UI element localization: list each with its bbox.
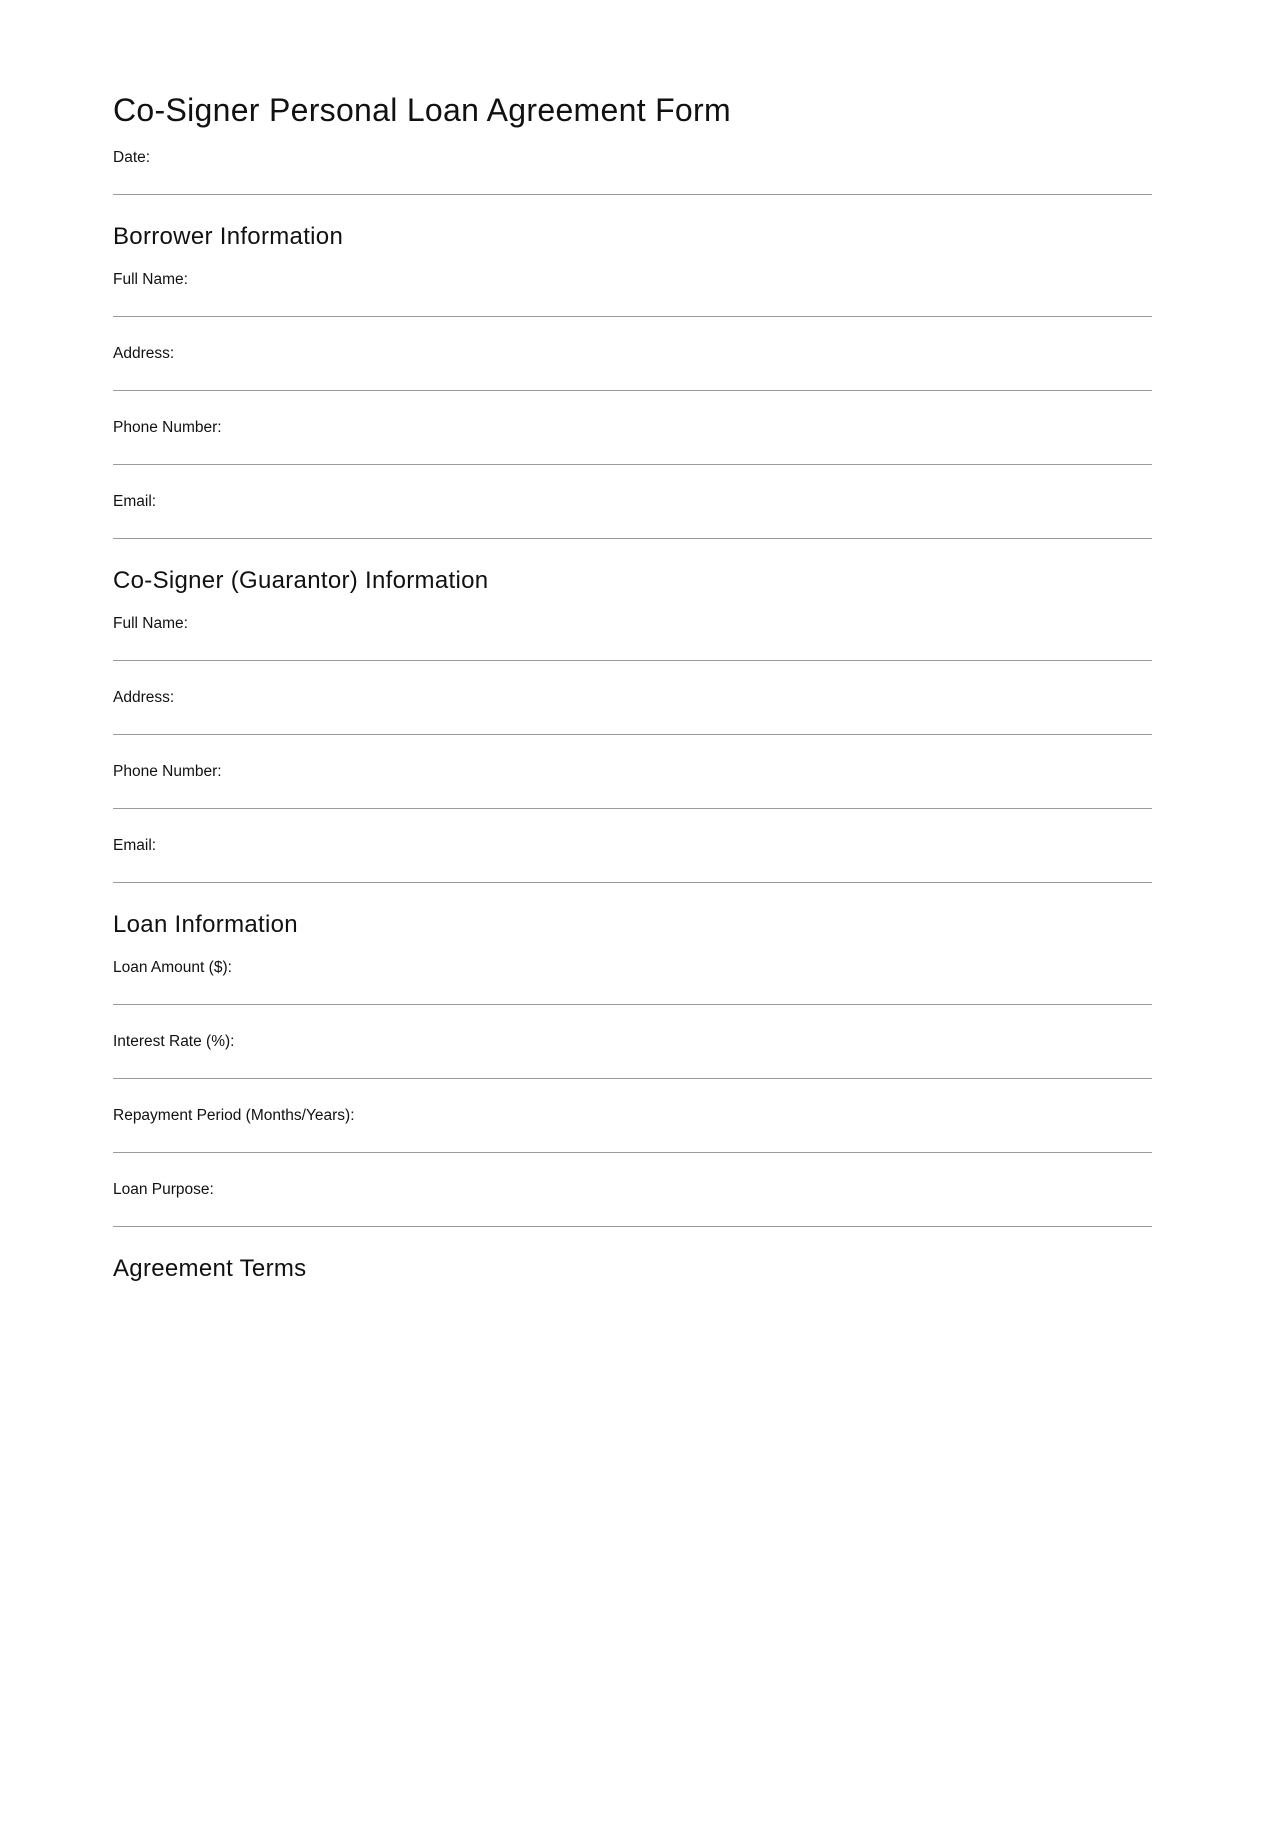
field-label: Date: — [113, 149, 151, 166]
form-field[interactable] — [113, 317, 1152, 391]
date-field[interactable] — [113, 132, 1152, 195]
form-field[interactable] — [113, 1079, 1152, 1153]
section-heading: Agreement Terms — [113, 1255, 307, 1282]
form-field[interactable] — [113, 391, 1152, 465]
section-heading: Co-Signer (Guarantor) Information — [113, 567, 489, 594]
page-title: Co-Signer Personal Loan Agreement Form — [113, 92, 731, 128]
form-field[interactable] — [113, 809, 1152, 883]
field-label: Phone Number: — [113, 763, 222, 780]
field-label: Loan Amount ($): — [113, 959, 232, 976]
field-label: Loan Purpose: — [113, 1181, 214, 1198]
form-field[interactable] — [113, 465, 1152, 539]
form-field[interactable] — [113, 603, 1152, 661]
field-label: Full Name: — [113, 615, 188, 632]
field-label: Email: — [113, 493, 157, 510]
form-page — [113, 88, 1152, 1291]
field-label: Address: — [113, 689, 175, 706]
section-heading: Borrower Information — [113, 223, 344, 250]
field-label: Full Name: — [113, 271, 188, 288]
form-field[interactable] — [113, 661, 1152, 735]
field-label: Phone Number: — [113, 419, 222, 436]
field-label: Email: — [113, 837, 157, 854]
field-label: Repayment Period (Months/Years): — [113, 1107, 355, 1124]
form-field[interactable] — [113, 1153, 1152, 1227]
form-field[interactable] — [113, 947, 1152, 1005]
form-field[interactable] — [113, 259, 1152, 317]
field-label: Interest Rate (%): — [113, 1033, 235, 1050]
section-heading: Loan Information — [113, 911, 298, 938]
form-field[interactable] — [113, 735, 1152, 809]
field-label: Address: — [113, 345, 175, 362]
form-field[interactable] — [113, 1005, 1152, 1079]
